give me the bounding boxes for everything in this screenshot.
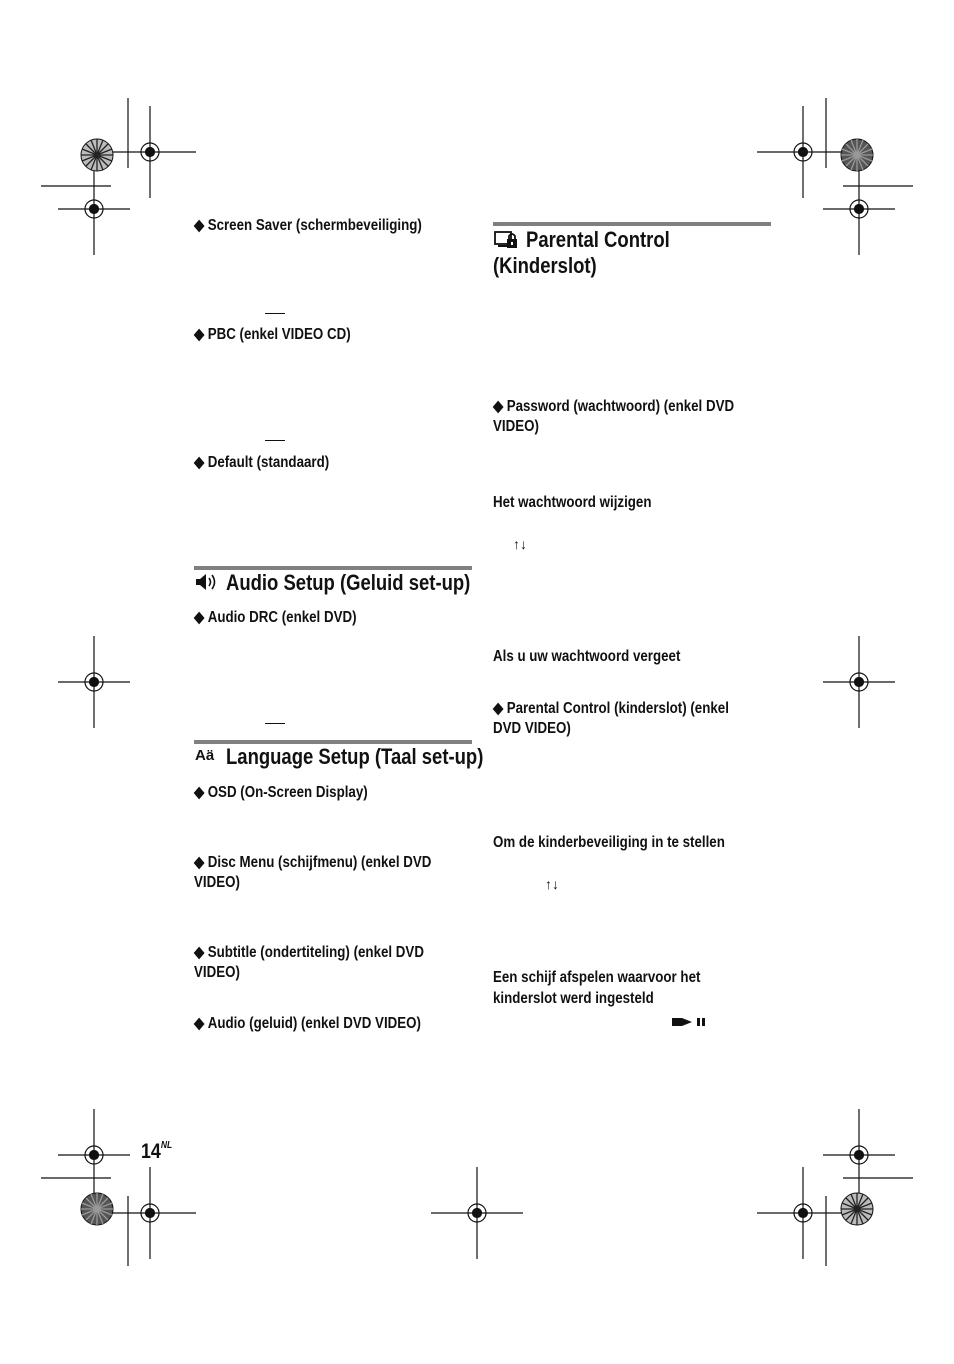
diamond-bullet-icon: ◆ [194,609,205,626]
pbc-item [194,325,351,345]
forgot-password-heading: Als u uw wachtwoord vergeet [493,648,681,665]
page-number-value: 14 [141,1140,161,1163]
password-item [493,397,734,417]
diamond-bullet-icon: ◆ [194,326,205,343]
language-icon: Aä [195,747,215,764]
disc-menu-label-cont: VIDEO) [194,874,240,891]
osd-label: OSD (On-Screen Display) [207,784,368,801]
password-label-cont: VIDEO) [493,418,539,435]
disc-menu-item [194,853,431,873]
diamond-bullet-icon: ◆ [194,1015,205,1032]
play-pause-icon [672,1016,708,1028]
parental-control-title: Parental Control [526,227,670,252]
diamond-bullet-icon: ◆ [194,454,205,471]
diamond-bullet-icon: ◆ [194,854,205,871]
default-item [194,453,329,473]
set-parental-heading: Om de kinderbeveiliging in te stellen [493,834,725,851]
parental-lock-icon [494,230,520,250]
diamond-bullet-icon: ◆ [493,700,504,717]
osd-item [194,783,368,803]
up-down-arrows-icon: ↑↓ [513,536,527,552]
screen-saver-item [194,216,422,236]
screen-saver-label: Screen Saver (schermbeveiliging) [207,217,422,234]
default-label: Default (standaard) [207,454,330,471]
parental-control-label: Parental Control (kinderslot) (enkel [506,700,729,717]
audio-drc-label: Audio DRC (enkel DVD) [207,609,357,626]
parental-control-rule [493,222,771,226]
disc-menu-label: Disc Menu (schijfmenu) (enkel DVD [207,854,432,871]
diamond-bullet-icon: ◆ [194,944,205,961]
page-number-suffix: NL [160,1140,173,1151]
speaker-icon [195,572,219,592]
diamond-bullet-icon: ◆ [194,784,205,801]
subtitle-label-cont: VIDEO) [194,964,240,981]
audio-language-label: Audio (geluid) (enkel DVD VIDEO) [207,1015,421,1032]
audio-drc-item [194,608,357,628]
default-marker-dash [265,313,285,314]
language-setup-title: Language Setup (Taal set-up) [226,744,484,769]
default-marker-dash [265,723,285,724]
up-down-arrows-icon: ↑↓ [545,876,559,892]
audio-language-item [194,1014,421,1034]
play-locked-heading: Een schijf afspelen waarvoor het [493,969,701,986]
password-label: Password (wachtwoord) (enkel DVD [506,398,735,415]
subtitle-item [194,943,424,963]
play-locked-heading-cont: kinderslot werd ingesteld [493,990,654,1007]
audio-setup-title: Audio Setup (Geluid set-up) [226,570,471,595]
default-marker-dash [265,440,285,441]
parental-control-title-cont: (Kinderslot) [493,253,597,278]
change-password-heading: Het wachtwoord wijzigen [493,494,652,511]
diamond-bullet-icon: ◆ [194,217,205,234]
parental-control-item [493,699,729,719]
pbc-label: PBC (enkel VIDEO CD) [207,326,351,343]
subtitle-label: Subtitle (ondertiteling) (enkel DVD [207,944,424,961]
page-number [141,1134,172,1164]
parental-control-label-cont: DVD VIDEO) [493,720,571,737]
diamond-bullet-icon: ◆ [493,398,504,415]
